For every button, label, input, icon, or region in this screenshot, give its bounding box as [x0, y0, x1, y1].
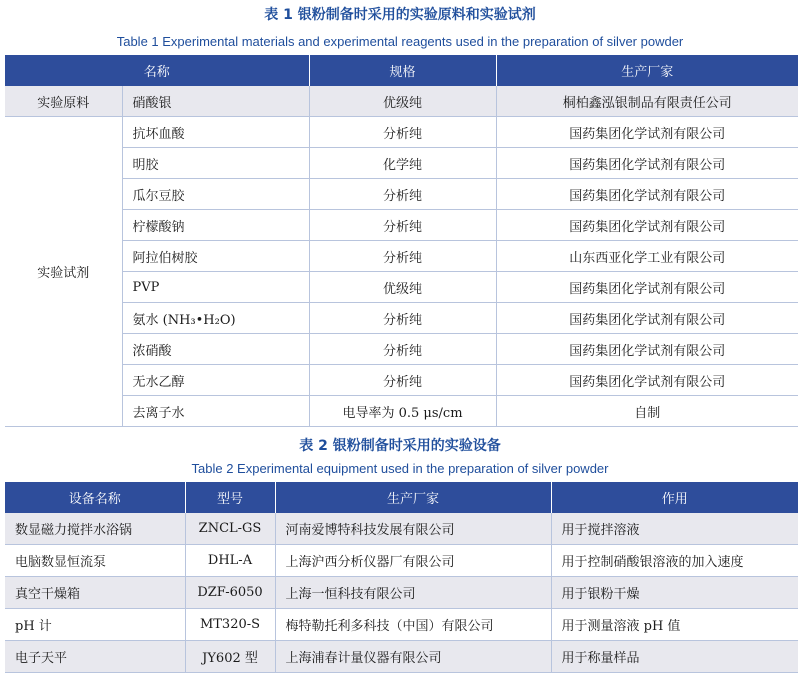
material-spec: 优级纯: [309, 86, 496, 117]
equipment-maker: 河南爱博特科技发展有限公司: [275, 513, 551, 545]
equipment-model: JY602 型: [185, 641, 275, 673]
reagent-name: 抗坏血酸: [122, 117, 309, 148]
equipment-name: 电脑数显恒流泵: [5, 545, 185, 577]
reagent-spec: 分析纯: [309, 117, 496, 148]
table2-caption-cn: 表 2 银粉制备时采用的实验设备: [299, 438, 501, 454]
equipment-use: 用于称量样品: [551, 641, 798, 673]
equipment-use: 用于控制硝酸银溶液的加入速度: [551, 545, 798, 577]
equipment-row: [5, 545, 798, 577]
reagent-row: [5, 272, 798, 303]
header-equipment-name: 设备名称: [5, 482, 185, 513]
equipment-name: 电子天平: [5, 641, 185, 673]
reagent-spec: 分析纯: [309, 365, 496, 396]
reagent-maker: 国药集团化学试剂有限公司: [496, 272, 798, 303]
equipment-table: [5, 482, 798, 673]
equipment-maker: 上海沪西分析仪器厂有限公司: [275, 545, 551, 577]
equipment-model: DHL-A: [185, 545, 275, 577]
reagent-maker: 国药集团化学试剂有限公司: [496, 365, 798, 396]
reagent-maker: 山东西亚化学工业有限公司: [496, 241, 798, 272]
table1-header-row: [5, 55, 798, 86]
reagent-name: 瓜尔豆胶: [122, 179, 309, 210]
reagent-spec: 化学纯: [309, 148, 496, 179]
reagent-row: [5, 117, 798, 148]
reagent-maker: 国药集团化学试剂有限公司: [496, 117, 798, 148]
reagent-name: 柠檬酸钠: [122, 210, 309, 241]
equipment-use: 用于搅拌溶液: [551, 513, 798, 545]
reagent-spec: 分析纯: [309, 334, 496, 365]
reagent-row: [5, 303, 798, 334]
table1-caption-en: Table 1 Experimental materials and experimental reagents used in the preparation of silver powder: [116, 34, 684, 49]
reagent-row: [5, 210, 798, 241]
reagent-row: [5, 241, 798, 272]
reagent-maker: 自制: [496, 396, 798, 427]
reagent-maker: 国药集团化学试剂有限公司: [496, 179, 798, 210]
reagent-maker: 国药集团化学试剂有限公司: [496, 303, 798, 334]
reagent-spec: 优级纯: [309, 272, 496, 303]
equipment-use: 用于银粉干燥: [551, 577, 798, 609]
header-name: 名称: [5, 55, 309, 86]
header-maker: 生产厂家: [275, 482, 551, 513]
reagent-name: 无水乙醇: [122, 365, 309, 396]
table2-caption-en: Table 2 Experimental equipment used in the preparation of silver powder: [191, 461, 609, 476]
equipment-maker: 梅特勒托利多科技（中国）有限公司: [275, 609, 551, 641]
reagent-row: [5, 365, 798, 396]
equipment-name: 数显磁力搅拌水浴锅: [5, 513, 185, 545]
material-name: 硝酸银: [122, 86, 309, 117]
reagent-row: [5, 396, 798, 427]
reagent-spec: 分析纯: [309, 210, 496, 241]
reagent-spec: 分析纯: [309, 179, 496, 210]
table2-header-row: [5, 482, 798, 513]
equipment-row: [5, 577, 798, 609]
header-use: 作用: [551, 482, 798, 513]
reagent-row: [5, 334, 798, 365]
equipment-model: MT320-S: [185, 609, 275, 641]
group-label-raw: 实验原料: [5, 86, 122, 117]
header-maker: 生产厂家: [496, 55, 798, 86]
reagent-name: 去离子水: [122, 396, 309, 427]
material-maker: 桐柏鑫泓银制品有限责任公司: [496, 86, 798, 117]
reagent-maker: 国药集团化学试剂有限公司: [496, 334, 798, 365]
group-label-reagents: 实验试剂: [5, 117, 122, 427]
materials-reagents-table: [5, 55, 798, 427]
reagent-spec: 分析纯: [309, 241, 496, 272]
equipment-maker: 上海浦春计量仪器有限公司: [275, 641, 551, 673]
reagent-name: 氨水 (NH₃•H₂O): [122, 303, 309, 334]
reagent-spec: 分析纯: [309, 303, 496, 334]
reagent-maker: 国药集团化学试剂有限公司: [496, 210, 798, 241]
table1-caption-cn: 表 1 银粉制备时采用的实验原料和实验试剂: [264, 7, 536, 23]
reagent-spec: 电导率为 0.5 μs/cm: [309, 396, 496, 427]
equipment-row: [5, 609, 798, 641]
reagent-name: 明胶: [122, 148, 309, 179]
equipment-name: pH 计: [5, 609, 185, 641]
equipment-model: DZF-6050: [185, 577, 275, 609]
equipment-row: [5, 641, 798, 673]
equipment-maker: 上海一恒科技有限公司: [275, 577, 551, 609]
reagent-name: PVP: [122, 272, 309, 303]
equipment-model: ZNCL-GS: [185, 513, 275, 545]
reagent-row: [5, 148, 798, 179]
reagent-name: 浓硝酸: [122, 334, 309, 365]
reagent-maker: 国药集团化学试剂有限公司: [496, 148, 798, 179]
equipment-use: 用于测量溶液 pH 值: [551, 609, 798, 641]
header-spec: 规格: [309, 55, 496, 86]
reagent-name: 阿拉伯树胶: [122, 241, 309, 272]
raw-material-row: [5, 86, 798, 117]
equipment-row: [5, 513, 798, 545]
reagent-row: [5, 179, 798, 210]
equipment-name: 真空干燥箱: [5, 577, 185, 609]
header-model: 型号: [185, 482, 275, 513]
